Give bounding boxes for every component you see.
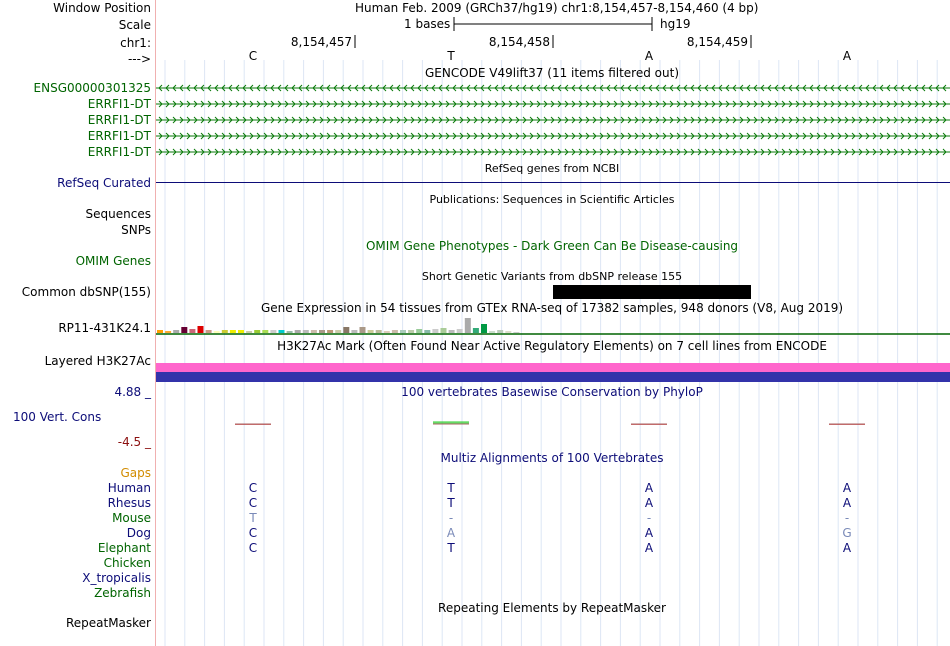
gtex-tissue-bar	[181, 327, 187, 333]
h3k27ac-title: H3K27Ac Mark (Often Found Near Active Regulatory Elements) on 7 cell lines from ENCODE	[277, 339, 827, 353]
omim-track-label[interactable]: OMIM Genes	[75, 254, 151, 268]
refseq-title: RefSeq genes from NCBI	[484, 162, 620, 175]
gtex-tissue-bar	[327, 330, 333, 333]
gtex-tissue-bar	[513, 332, 519, 333]
gtex-tissue-bar	[303, 330, 309, 333]
gtex-tissue-bar	[449, 330, 455, 333]
gtex-tissue-bar	[408, 330, 414, 333]
gtex-tissue-bar	[360, 327, 366, 333]
ref-base: A	[842, 49, 852, 63]
coord-label: 8,154,459	[686, 35, 748, 49]
species-label: Rhesus	[107, 496, 151, 510]
gtex-tissue-bar	[400, 330, 406, 333]
species-label: Human	[107, 481, 151, 495]
aligned-base: A	[644, 481, 654, 495]
phylop-max-label: 4.88 _	[114, 385, 151, 399]
aligned-base: -	[844, 511, 850, 525]
gtex-tissue-bar	[198, 326, 204, 333]
gencode-title: GENCODE V49lift37 (11 items filtered out)	[424, 66, 680, 80]
gtex-tissue-bar	[295, 330, 301, 333]
gtex-tissue-bar	[222, 330, 228, 333]
coord-label: 8,154,457	[290, 35, 352, 49]
track-label-column	[0, 0, 155, 646]
gtex-tissue-bar	[335, 330, 341, 333]
gtex-tissue-bar	[279, 330, 285, 333]
gtex-title: Gene Expression in 54 tissues from GTEx RNA-seq of 17382 samples, 948 donors (V8, Aug 2019)	[260, 301, 844, 315]
gtex-tissue-bar	[311, 330, 317, 333]
scale-label: Scale	[118, 18, 151, 32]
coord-label: 8,154,458	[488, 35, 550, 49]
dbsnp-variant-block[interactable]	[553, 285, 751, 299]
strand-label: --->	[127, 52, 151, 66]
aligned-base: A	[644, 526, 654, 540]
aligned-base: -	[448, 511, 454, 525]
aligned-base: T	[447, 481, 455, 495]
aligned-base: A	[842, 541, 852, 555]
gtex-tissue-bar	[230, 330, 236, 333]
gtex-tissue-bar	[270, 330, 276, 333]
gtex-tissue-bar	[473, 328, 479, 333]
gtex-tissue-bar	[173, 330, 179, 333]
gtex-expression-bars[interactable]	[156, 316, 950, 336]
gencode-gene-label[interactable]: ENSG00000301325	[33, 81, 151, 95]
ref-base: A	[644, 49, 654, 63]
aligned-base: C	[248, 526, 258, 540]
multiz-title: Multiz Alignments of 100 Vertebrates	[440, 451, 664, 465]
h3k27ac-signal-top[interactable]	[156, 363, 950, 372]
aligned-base: T	[249, 511, 257, 525]
aligned-base: T	[447, 496, 455, 510]
aligned-base: C	[248, 481, 258, 495]
species-label: Zebrafish	[94, 586, 151, 600]
gtex-tissue-bar	[368, 330, 374, 333]
gtex-tissue-bar	[481, 324, 487, 333]
gtex-tissue-bar	[441, 328, 447, 333]
gtex-tissue-bar	[392, 330, 398, 333]
gtex-tissue-bar	[189, 329, 195, 333]
aligned-base: T	[447, 541, 455, 555]
gtex-tissue-bar	[214, 331, 220, 333]
gtex-tissue-bar	[351, 330, 357, 333]
species-label: Mouse	[112, 511, 151, 525]
gtex-tissue-bar	[384, 331, 390, 333]
gtex-tissue-bar	[254, 330, 260, 333]
gtex-gene-label[interactable]: RP11-431K24.1	[58, 321, 151, 335]
aligned-base: -	[646, 511, 652, 525]
gtex-tissue-bar	[157, 330, 163, 333]
scale-text: 1 bases	[404, 17, 451, 31]
aligned-base: C	[248, 541, 258, 555]
track-area[interactable]	[156, 0, 950, 646]
snps-track-label[interactable]: SNPs	[121, 223, 151, 237]
assembly-label: hg19	[660, 17, 691, 31]
phylop-min-label: -4.5 _	[117, 435, 151, 449]
species-label: Chicken	[103, 556, 151, 570]
aligned-base: G	[842, 526, 852, 540]
gencode-gene-features[interactable]	[156, 80, 950, 160]
species-label: X_tropicalis	[82, 571, 151, 585]
window-position-label: Window Position	[53, 1, 151, 15]
gtex-tissue-bar	[262, 330, 268, 333]
ref-base: T	[447, 49, 455, 63]
dbsnp-track-label[interactable]: Common dbSNP(155)	[21, 285, 151, 299]
refseq-track-label[interactable]: RefSeq Curated	[57, 176, 151, 190]
omim-title: OMIM Gene Phenotypes - Dark Green Can Be Disease-causing	[365, 239, 739, 253]
gtex-tissue-bar	[246, 331, 252, 333]
refseq-gene-line[interactable]	[156, 182, 950, 183]
gtex-tissue-bar	[416, 329, 422, 333]
window-position-value: Human Feb. 2009 (GRCh37/hg19) chr1:8,154,457-8,154,460 (4 bp)	[355, 1, 759, 15]
gtex-tissue-bar	[489, 331, 495, 333]
ruler	[156, 0, 950, 66]
species-label: Dog	[126, 526, 151, 540]
h3k27ac-signal-bottom[interactable]	[156, 372, 950, 382]
gtex-tissue-bar	[432, 329, 438, 333]
gtex-tissue-bar	[206, 330, 212, 333]
repeatmasker-track-label[interactable]: RepeatMasker	[65, 616, 151, 630]
species-label: Elephant	[97, 541, 151, 555]
sequences-track-label[interactable]: Sequences	[85, 207, 151, 221]
gtex-tissue-bar	[319, 330, 325, 333]
gencode-gene-label[interactable]: ERRFI1-DT	[87, 129, 151, 143]
phylop-title: 100 vertebrates Basewise Conservation by PhyloP	[401, 385, 703, 399]
ref-base: C	[248, 49, 258, 63]
gtex-tissue-bar	[343, 327, 349, 333]
dbsnp-title: Short Genetic Variants from dbSNP release 155	[421, 270, 683, 283]
aligned-base: A	[842, 481, 852, 495]
gtex-tissue-bar	[165, 331, 171, 333]
phylop-track-label[interactable]: 100 Vert. Cons	[13, 410, 102, 424]
publications-title: Publications: Sequences in Scientific Articles	[429, 193, 675, 206]
gtex-tissue-bar	[376, 330, 382, 333]
gtex-tissue-bar	[287, 331, 293, 333]
phylop-signal[interactable]	[156, 392, 950, 452]
aligned-base: A	[644, 541, 654, 555]
repeatmasker-title: Repeating Elements by RepeatMasker	[438, 601, 666, 615]
aligned-base: A	[842, 496, 852, 510]
aligned-base: A	[446, 526, 456, 540]
chrom-label: chr1:	[120, 36, 151, 50]
gtex-tissue-bar	[424, 330, 430, 333]
aligned-base: A	[644, 496, 654, 510]
gencode-gene-label[interactable]: ERRFI1-DT	[87, 97, 151, 111]
gaps-label: Gaps	[120, 466, 151, 480]
aligned-base: C	[248, 496, 258, 510]
gencode-gene-label[interactable]: ERRFI1-DT	[87, 113, 151, 127]
gtex-tissue-bar	[238, 330, 244, 333]
gtex-tissue-bar	[457, 329, 463, 333]
gtex-tissue-bar	[505, 331, 511, 333]
gtex-tissue-bar	[497, 330, 503, 333]
gencode-gene-label[interactable]: ERRFI1-DT	[87, 145, 151, 159]
gtex-tissue-bar	[465, 318, 471, 333]
h3k27ac-track-label[interactable]: Layered H3K27Ac	[44, 354, 151, 368]
